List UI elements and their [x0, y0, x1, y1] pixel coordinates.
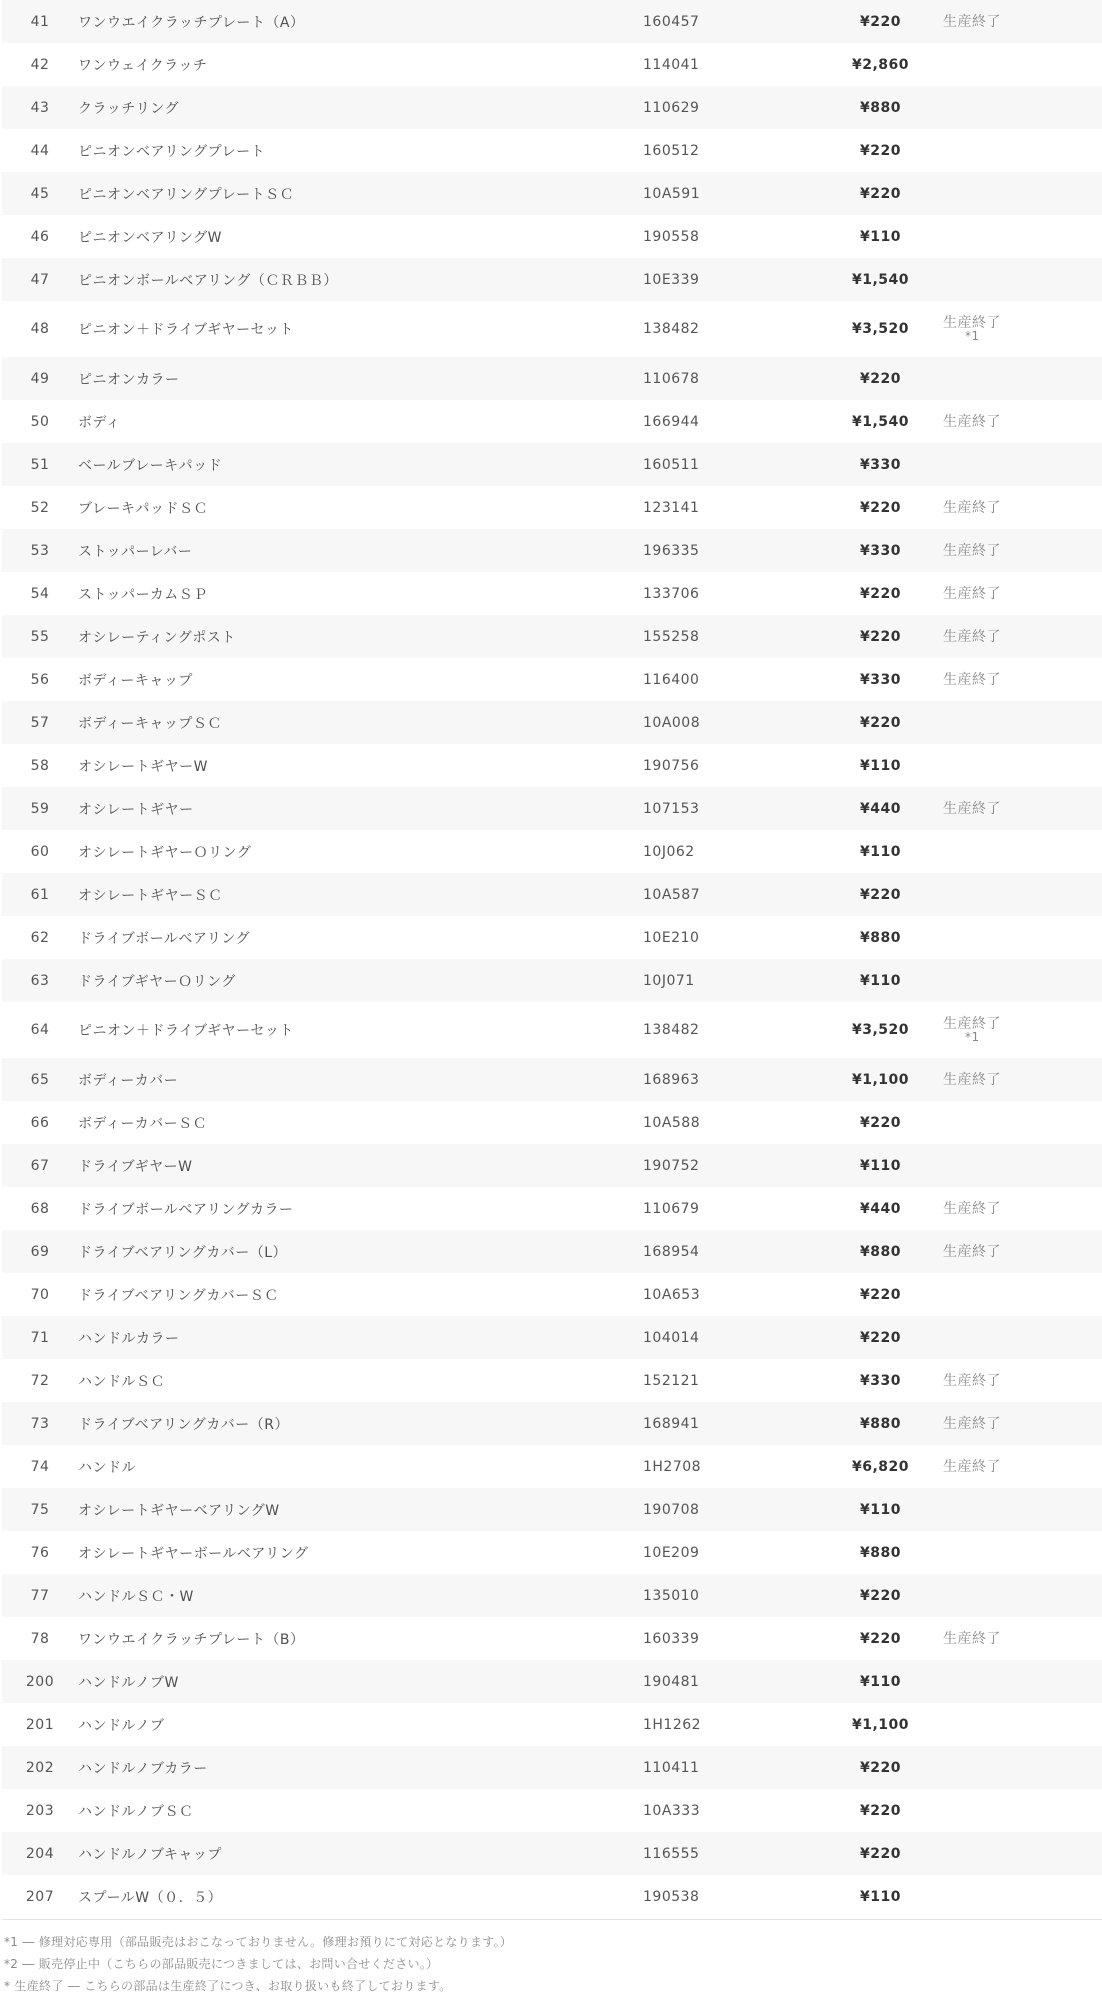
part-number: 76 — [30, 1544, 50, 1561]
part-name: ボディーキャップ — [78, 672, 193, 689]
table-row — [2, 1402, 1102, 1445]
part-code: 168954 — [643, 1243, 700, 1260]
part-price: ¥1,100 — [851, 1071, 910, 1088]
part-code: 116555 — [643, 1845, 700, 1862]
part-code: 110411 — [643, 1759, 700, 1776]
part-name: ピニオンベアリングプレートＳＣ — [78, 186, 295, 203]
part-price: ¥220 — [860, 370, 901, 387]
part-price: ¥110 — [860, 1888, 901, 1905]
part-name: オシレートギヤー — [78, 801, 194, 818]
part-status — [943, 0, 1102, 43]
status-label: 生産終了 — [943, 1630, 1001, 1647]
table-row — [2, 916, 1102, 959]
part-price: ¥880 — [860, 1243, 901, 1260]
part-number: 51 — [30, 456, 50, 473]
part-number: 59 — [30, 800, 50, 817]
table-row — [2, 1789, 1102, 1832]
table-row — [2, 172, 1102, 215]
part-number: 200 — [25, 1673, 55, 1690]
table-row — [2, 357, 1102, 400]
part-code: 114041 — [643, 56, 700, 73]
table-row — [2, 1316, 1102, 1359]
part-code: 110679 — [643, 1200, 700, 1217]
part-name: ドライブギヤーＯリング — [78, 973, 236, 990]
part-status — [943, 615, 1102, 658]
part-name: ドライブボールベアリングカラー — [78, 1201, 294, 1218]
table-row — [2, 1875, 1102, 1918]
part-code: 190752 — [643, 1157, 700, 1174]
part-status — [943, 787, 1102, 830]
part-price: ¥330 — [860, 1372, 901, 1389]
part-name: オシレートギヤーベアリングW — [78, 1502, 280, 1519]
table-row — [2, 1002, 1102, 1058]
part-price: ¥220 — [860, 1329, 901, 1346]
part-code: 190558 — [643, 228, 700, 245]
part-name: ピニオンベアリングW — [78, 229, 223, 246]
table-row — [2, 400, 1102, 443]
part-status — [943, 572, 1102, 615]
part-status — [943, 486, 1102, 529]
table-row — [2, 443, 1102, 486]
part-status — [943, 1746, 1102, 1789]
part-name: クラッチリング — [78, 100, 179, 117]
part-code: 10E209 — [643, 1544, 700, 1561]
table-row — [2, 301, 1102, 357]
status-label: 生産終了 — [943, 1243, 1001, 1260]
part-status — [943, 1316, 1102, 1359]
part-price: ¥3,520 — [851, 321, 910, 337]
part-number: 56 — [30, 671, 50, 688]
part-name: スプールW（０．５） — [78, 1889, 223, 1906]
part-name: ハンドルＳＣ・W — [78, 1588, 194, 1605]
part-code: 104014 — [643, 1329, 700, 1346]
status-label: 生産終了 — [943, 671, 1001, 688]
table-row — [2, 1703, 1102, 1746]
part-number: 201 — [25, 1716, 55, 1733]
part-price: ¥330 — [860, 456, 901, 473]
part-price: ¥220 — [860, 714, 901, 731]
part-number: 207 — [25, 1888, 55, 1905]
part-price: ¥6,820 — [851, 1458, 910, 1475]
part-status — [943, 1359, 1102, 1402]
part-status — [943, 1002, 1102, 1058]
part-name: ドライブボールベアリング — [78, 930, 251, 947]
part-price: ¥110 — [860, 1157, 901, 1174]
part-name: ボディーカバーＳＣ — [78, 1115, 208, 1132]
part-name: ドライブベアリングカバー（L） — [78, 1244, 288, 1261]
part-name: ピニオンカラー — [78, 371, 180, 388]
part-code: 190538 — [643, 1888, 700, 1905]
part-status — [943, 1273, 1102, 1316]
table-row — [2, 0, 1102, 43]
part-code: 1H2708 — [643, 1458, 702, 1475]
part-code: 152121 — [643, 1372, 700, 1389]
part-code: 160457 — [643, 13, 700, 30]
status-label: 生産終了 — [943, 315, 1001, 331]
status-label: 生産終了 — [943, 1372, 1001, 1389]
part-status — [943, 1101, 1102, 1144]
table-row — [2, 701, 1102, 744]
part-name: ハンドルノブカラー — [78, 1760, 208, 1777]
part-number: 50 — [30, 413, 50, 430]
part-name: ボディーキャップＳＣ — [78, 715, 222, 732]
part-name: ドライブベアリングカバー（R） — [78, 1416, 289, 1433]
status-label: 生産終了 — [943, 1071, 1001, 1088]
part-status — [943, 129, 1102, 172]
part-price: ¥440 — [860, 800, 901, 817]
part-name: ハンドルＳＣ — [78, 1373, 165, 1390]
part-code: 10A588 — [643, 1114, 701, 1131]
part-code: 1H1262 — [643, 1716, 702, 1733]
part-number: 64 — [30, 1022, 50, 1038]
part-code: 168963 — [643, 1071, 700, 1088]
footnotes — [0, 1920, 1102, 1997]
footnote-3: * 生産終了 ― こちらの部品は生産終了につき、お取り扱いも終了しております。 — [4, 1979, 452, 1993]
part-price: ¥330 — [860, 542, 901, 559]
table-row — [2, 86, 1102, 129]
part-number: 72 — [30, 1372, 50, 1389]
part-status — [943, 301, 1102, 357]
part-code: 10A653 — [643, 1286, 701, 1303]
table-row — [2, 529, 1102, 572]
part-number: 45 — [30, 185, 50, 202]
part-number: 44 — [30, 142, 50, 159]
part-name: ハンドルノブキャップ — [78, 1846, 222, 1863]
part-code: 10E210 — [643, 929, 700, 946]
part-status — [943, 258, 1102, 301]
part-name: オシレーティングポスト — [78, 629, 236, 646]
table-row — [2, 1187, 1102, 1230]
part-status — [943, 1058, 1102, 1101]
part-price: ¥220 — [860, 1587, 901, 1604]
part-name: ピニオンボールベアリング（ＣＲＢＢ） — [78, 272, 338, 289]
part-status — [943, 1402, 1102, 1445]
part-name: ドライブベアリングカバーＳＣ — [78, 1287, 279, 1304]
part-name: ワンウェイクラッチ — [78, 57, 208, 74]
part-name: ブレーキパッドＳＣ — [78, 500, 208, 517]
table-row — [2, 1574, 1102, 1617]
part-price: ¥220 — [860, 886, 901, 903]
part-price: ¥220 — [860, 628, 901, 645]
part-name: ボディ — [78, 414, 121, 431]
table-row — [2, 258, 1102, 301]
part-price: ¥110 — [860, 843, 901, 860]
part-status — [943, 443, 1102, 486]
part-number: 73 — [30, 1415, 50, 1432]
part-status — [943, 86, 1102, 129]
table-row — [2, 1488, 1102, 1531]
part-status — [943, 658, 1102, 701]
part-number: 60 — [30, 843, 50, 860]
part-name: オシレートギヤーＯリング — [78, 844, 252, 861]
part-price: ¥220 — [860, 13, 901, 30]
status-label: 生産終了 — [943, 628, 1001, 645]
part-number: 61 — [30, 886, 50, 903]
status-footnote-mark: *1 — [965, 1030, 980, 1044]
table-row — [2, 1746, 1102, 1789]
table-row — [2, 215, 1102, 258]
part-name: ボディーカバー — [78, 1072, 179, 1089]
part-number: 43 — [30, 99, 50, 116]
table-row — [2, 1445, 1102, 1488]
part-price: ¥220 — [860, 1759, 901, 1776]
part-code: 110678 — [643, 370, 700, 387]
part-name: オシレートギヤーボールベアリング — [78, 1545, 309, 1562]
footnote-2: *2 ― 販売停止中（こちらの部品販売につきましては、お問い合せください。） — [4, 1957, 439, 1971]
part-status — [943, 1617, 1102, 1660]
part-name: ストッパーレバー — [78, 543, 193, 560]
part-price: ¥110 — [860, 228, 901, 245]
part-status — [943, 1144, 1102, 1187]
part-name: ハンドルカラー — [78, 1330, 180, 1347]
table-row — [2, 129, 1102, 172]
part-code: 160512 — [643, 142, 700, 159]
part-code: 123141 — [643, 499, 700, 516]
status-label: 生産終了 — [943, 1016, 1001, 1032]
part-code: 166944 — [643, 413, 700, 430]
part-code: 196335 — [643, 542, 700, 559]
part-name: ピニオンベアリングプレート — [78, 143, 266, 160]
table-row — [2, 1058, 1102, 1101]
part-number: 69 — [30, 1243, 50, 1260]
part-code: 10A587 — [643, 886, 701, 903]
status-label: 生産終了 — [943, 1415, 1001, 1432]
part-price: ¥880 — [860, 1544, 901, 1561]
part-number: 55 — [30, 628, 50, 645]
part-number: 49 — [30, 370, 50, 387]
table-row — [2, 1273, 1102, 1316]
table-row — [2, 1144, 1102, 1187]
part-price: ¥2,860 — [851, 56, 910, 73]
part-code: 160511 — [643, 456, 700, 473]
part-price: ¥220 — [860, 499, 901, 516]
part-status — [943, 215, 1102, 258]
part-number: 70 — [30, 1286, 50, 1303]
part-price: ¥110 — [860, 757, 901, 774]
part-code: 10E339 — [643, 271, 700, 288]
part-status — [943, 1187, 1102, 1230]
part-status — [943, 1789, 1102, 1832]
part-price: ¥220 — [860, 585, 901, 602]
part-code: 155258 — [643, 628, 700, 645]
part-status — [943, 744, 1102, 787]
table-row — [2, 1832, 1102, 1875]
status-label: 生産終了 — [943, 800, 1001, 817]
parts-table-body — [2, 0, 1102, 1918]
part-price: ¥220 — [860, 1286, 901, 1303]
table-row — [2, 830, 1102, 873]
part-code: 10J071 — [643, 972, 695, 989]
part-price: ¥880 — [860, 1415, 901, 1432]
part-price: ¥110 — [860, 1501, 901, 1518]
part-status — [943, 400, 1102, 443]
part-name: ベールブレーキパッド — [78, 457, 223, 474]
part-status — [943, 529, 1102, 572]
table-row — [2, 658, 1102, 701]
part-price: ¥1,540 — [851, 271, 910, 288]
part-price: ¥1,540 — [851, 413, 910, 430]
part-number: 54 — [30, 585, 50, 602]
table-row — [2, 615, 1102, 658]
part-number: 204 — [25, 1845, 55, 1862]
part-number: 77 — [30, 1587, 50, 1604]
part-price: ¥220 — [860, 142, 901, 159]
part-status — [943, 357, 1102, 400]
part-status — [943, 873, 1102, 916]
part-name: オシレートギヤーＳＣ — [78, 887, 223, 904]
part-price: ¥440 — [860, 1200, 901, 1217]
part-status — [943, 916, 1102, 959]
part-code: 168941 — [643, 1415, 700, 1432]
part-price: ¥220 — [860, 185, 901, 202]
part-number: 68 — [30, 1200, 50, 1217]
table-row — [2, 486, 1102, 529]
part-code: 133706 — [643, 585, 700, 602]
table-row — [2, 1660, 1102, 1703]
status-label: 生産終了 — [943, 413, 1001, 430]
status-label: 生産終了 — [943, 542, 1001, 559]
part-number: 202 — [25, 1759, 55, 1776]
part-status — [943, 1230, 1102, 1273]
part-number: 63 — [30, 972, 50, 989]
part-price: ¥220 — [860, 1114, 901, 1131]
part-status — [943, 172, 1102, 215]
part-number: 203 — [25, 1802, 55, 1819]
status-label: 生産終了 — [943, 1458, 1001, 1475]
part-status — [943, 701, 1102, 744]
part-code: 10A333 — [643, 1802, 701, 1819]
part-price: ¥220 — [860, 1802, 901, 1819]
part-number: 67 — [30, 1157, 50, 1174]
part-code: 10J062 — [643, 843, 695, 860]
part-code: 116400 — [643, 671, 700, 688]
part-number: 75 — [30, 1501, 50, 1518]
part-code: 10A591 — [643, 185, 701, 202]
table-row — [2, 744, 1102, 787]
part-status — [943, 1832, 1102, 1875]
part-price: ¥880 — [860, 99, 901, 116]
part-number: 65 — [30, 1071, 50, 1088]
part-number: 58 — [30, 757, 50, 774]
part-name: ワンウエイクラッチプレート（B） — [78, 1631, 305, 1648]
table-row — [2, 959, 1102, 1002]
part-price: ¥3,520 — [851, 1022, 910, 1038]
part-name: オシレートギヤーW — [78, 758, 208, 775]
part-name: ピニオン＋ドライブギヤーセット — [78, 1023, 294, 1039]
part-number: 41 — [30, 13, 50, 30]
part-price: ¥110 — [860, 972, 901, 989]
part-number: 71 — [30, 1329, 50, 1346]
part-status — [943, 959, 1102, 1002]
part-price: ¥1,100 — [851, 1716, 910, 1733]
part-number: 78 — [30, 1630, 50, 1647]
status-label: 生産終了 — [943, 585, 1001, 602]
table-row — [2, 1531, 1102, 1574]
part-number: 53 — [30, 542, 50, 559]
part-number: 48 — [30, 321, 50, 337]
part-status — [943, 1488, 1102, 1531]
part-code: 110629 — [643, 99, 700, 116]
status-label: 生産終了 — [943, 1200, 1001, 1217]
part-number: 46 — [30, 228, 50, 245]
parts-table — [2, 0, 1102, 1918]
part-number: 62 — [30, 929, 50, 946]
part-name: ハンドルノブ — [78, 1717, 165, 1734]
part-name: ハンドルノブW — [78, 1674, 179, 1691]
part-code: 10A008 — [643, 714, 701, 731]
part-code: 107153 — [643, 800, 700, 817]
part-status — [943, 1660, 1102, 1703]
part-price: ¥330 — [860, 671, 901, 688]
part-code: 190756 — [643, 757, 700, 774]
status-label: 生産終了 — [943, 499, 1001, 516]
part-price: ¥880 — [860, 929, 901, 946]
part-code: 138482 — [643, 321, 700, 337]
part-status — [943, 1574, 1102, 1617]
part-status — [943, 1531, 1102, 1574]
table-row — [2, 1230, 1102, 1273]
part-price: ¥220 — [860, 1845, 901, 1862]
table-row — [2, 43, 1102, 86]
part-name: ピニオン＋ドライブギヤーセット — [78, 322, 294, 338]
part-code: 190481 — [643, 1673, 700, 1690]
part-number: 52 — [30, 499, 50, 516]
footnote-1: *1 ― 修理対応専用（部品販売はおこなっておりません。修理お預りにて対応となります。） — [4, 1935, 513, 1949]
table-row — [2, 1359, 1102, 1402]
part-code: 160339 — [643, 1630, 700, 1647]
status-footnote-mark: *1 — [965, 329, 980, 343]
part-code: 138482 — [643, 1022, 700, 1038]
part-number: 66 — [30, 1114, 50, 1131]
table-row — [2, 787, 1102, 830]
part-name: ワンウエイクラッチプレート（A） — [78, 14, 305, 31]
status-label: 生産終了 — [943, 13, 1001, 30]
table-row — [2, 1617, 1102, 1660]
part-code: 190708 — [643, 1501, 700, 1518]
part-number: 57 — [30, 714, 50, 731]
part-number: 47 — [30, 271, 50, 288]
part-name: ハンドル — [78, 1459, 136, 1476]
part-number: 42 — [30, 56, 50, 73]
table-row — [2, 572, 1102, 615]
part-status — [943, 1703, 1102, 1746]
part-number: 74 — [30, 1458, 50, 1475]
table-row — [2, 873, 1102, 916]
part-name: ドライブギヤーW — [78, 1158, 193, 1175]
part-price: ¥220 — [860, 1630, 901, 1647]
part-name: ストッパーカムＳＰ — [78, 586, 208, 603]
part-name: ハンドルノブＳＣ — [78, 1803, 194, 1820]
table-row — [2, 1101, 1102, 1144]
part-price: ¥110 — [860, 1673, 901, 1690]
part-status — [943, 1445, 1102, 1488]
part-code: 135010 — [643, 1587, 700, 1604]
part-status — [943, 830, 1102, 873]
part-status — [943, 43, 1102, 86]
part-status — [943, 1875, 1102, 1918]
